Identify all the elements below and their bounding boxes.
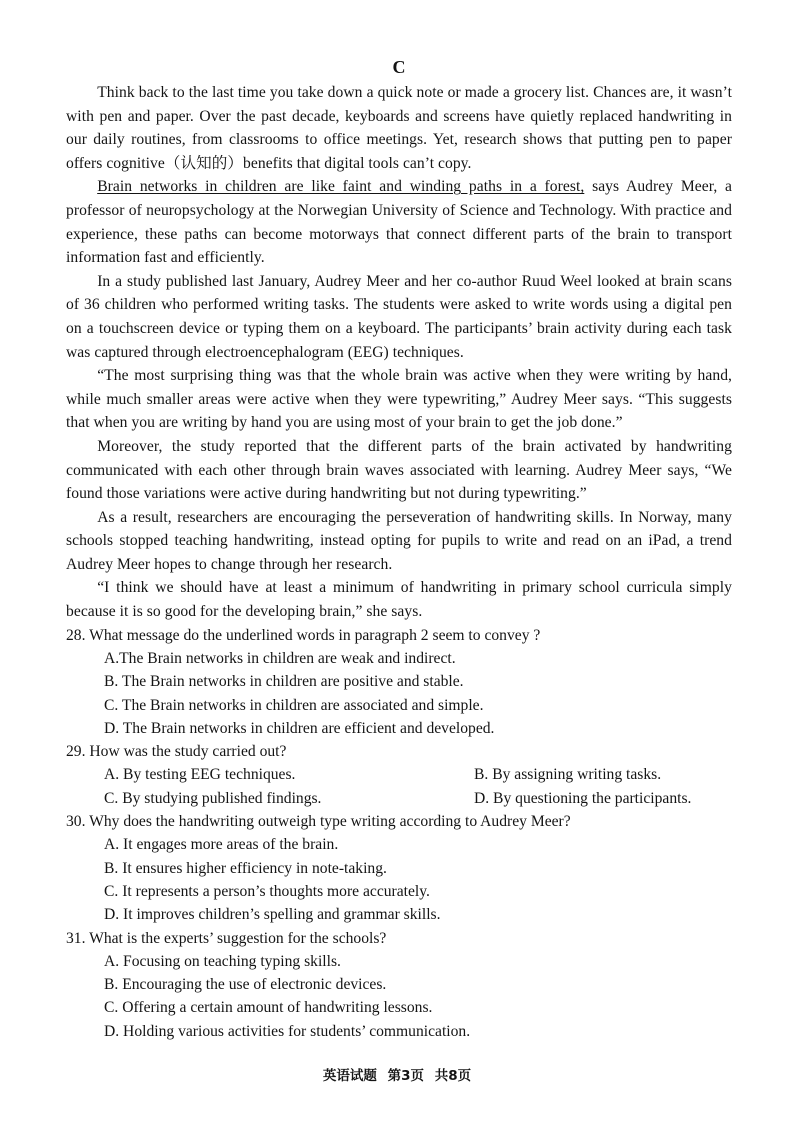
question-29 [66, 740, 732, 810]
page-footer: 英语试题 第3页 共8页 [322, 1068, 472, 1084]
question-stem: 28. What message do the underlined words in paragraph 2 seem to convey ? [66, 626, 541, 644]
passage-paragraph-6: As a result, researchers are encouraging the perseveration of handwriting skills. In Norway, many schools stopped teaching handwriting, instead opting for pupils to write and read on an iPad, a trend Audrey Meer hopes to change through her research. [66, 508, 732, 573]
question-list [66, 624, 732, 1043]
question-28 [66, 624, 732, 740]
passage-paragraph-2-rest: says Audrey Meer, a professor of neuropsychology at the Norwegian University of Science and Technology. With practice and experience, these paths can become motorways that connect different parts of the brain to transport information fast and efficiently. [66, 178, 733, 267]
question-31 [66, 927, 732, 1043]
option-d: D. By questioning the participants. [474, 789, 692, 807]
question-30 [66, 810, 732, 926]
passage-paragraph-4: “The most surprising thing was that the whole brain was active when they were writing by hand, while much smaller areas were active when they were typewriting,” Audrey Meer says. “This suggests that when you are writing by hand you are using most of your brain to get the job done.” [66, 367, 732, 432]
passage-paragraph-3: In a study published last January, Audrey Meer and her co-author Ruud Weel looked at brain scans of 36 children who performed writing tasks. The students were asked to write words using a digital pen on a touchscreen device or typing them on a keyboard. The participants’ brain activity during each task was captured through electroencephalogram (EEG) techniques. [66, 272, 732, 361]
question-stem: 31. What is the experts’ suggestion for the schools? [66, 929, 387, 947]
option-c: C. The Brain networks in children are associated and simple. [104, 696, 484, 714]
underlined-words: Brain networks in children are like faint and winding paths in a forest, [97, 178, 585, 196]
option-b: B. By assigning writing tasks. [474, 766, 662, 784]
option-row [104, 763, 732, 786]
option-c: C. Offering a certain amount of handwriting lessons. [104, 999, 433, 1017]
reading-passage [66, 81, 732, 624]
option-d: D. It improves children’s spelling and grammar skills. [104, 906, 441, 924]
question-stem: 30. Why does the handwriting outweigh type writing according to Audrey Meer? [66, 813, 571, 831]
option-c: C. It represents a person’s thoughts more accurately. [104, 882, 430, 900]
option-a: A.The Brain networks in children are weak and indirect. [104, 649, 456, 667]
question-stem: 29. How was the study carried out? [66, 743, 287, 761]
passage-paragraph-5: Moreover, the study reported that the different parts of the brain activated by handwriting communicated with each other through brain waves associated with learning. Audrey Meer says, “We found those variations were active during handwriting but not during typewriting.” [66, 437, 732, 503]
option-c: C. By studying published findings. [104, 789, 322, 807]
option-a: A. It engages more areas of the brain. [104, 836, 339, 854]
passage-paragraph-7: “I think we should have at least a minimum of handwriting in primary school curricula simply because it is so good for the developing brain,” she says. [66, 579, 732, 621]
option-b: B. Encouraging the use of electronic devices. [104, 976, 387, 994]
option-d: D. The Brain networks in children are efficient and developed. [104, 719, 495, 737]
option-row [104, 787, 732, 810]
option-b: B. The Brain networks in children are positive and stable. [104, 673, 464, 691]
section-title: C [392, 57, 406, 77]
passage-paragraph-1: Think back to the last time you take down a quick note or made a grocery list. Chances are, it wasn’t with pen and paper. Over the past decade, keyboards and screens have quietly replaced handwriting in our daily routines, from classrooms to office meetings. Yet, research shows that putting pen to paper offers cognitive（认知的）benefits that digital tools can’t copy. [66, 84, 732, 172]
option-d: D. Holding various activities for students’ communication. [104, 1022, 471, 1040]
passage-paragraph-2 [66, 175, 732, 269]
option-b: B. It ensures higher efficiency in note-taking. [104, 859, 387, 877]
option-a: A. By testing EEG techniques. [104, 766, 296, 784]
option-a: A. Focusing on teaching typing skills. [104, 952, 341, 970]
